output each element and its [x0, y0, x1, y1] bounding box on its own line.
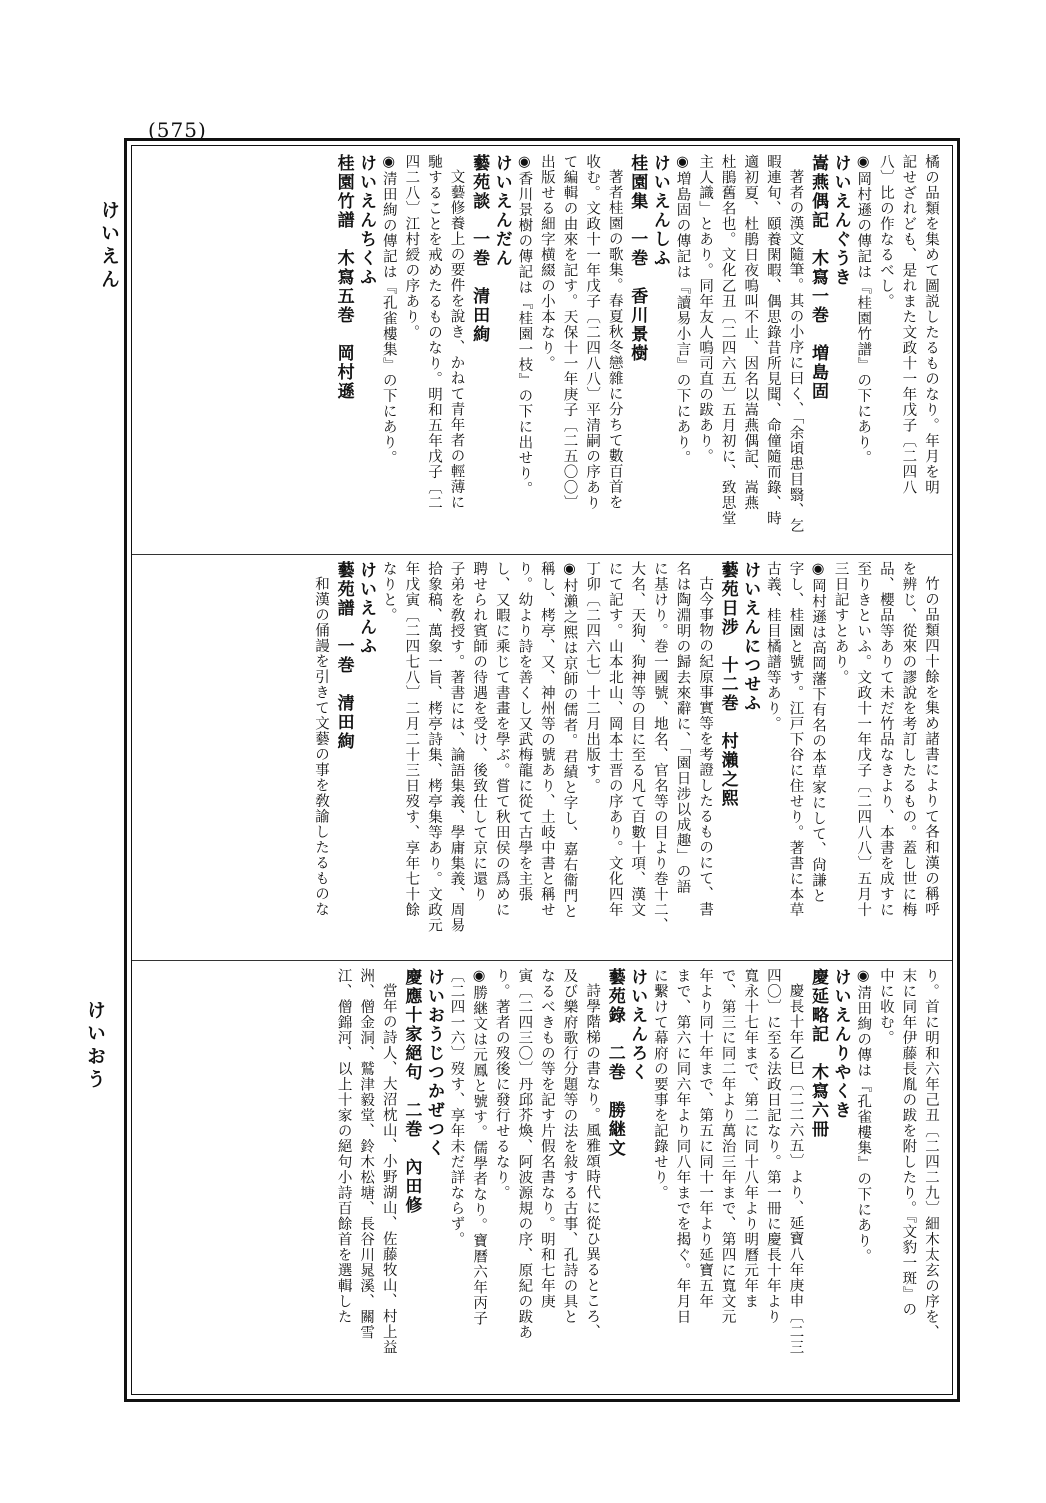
- text-line: 聘せられ賓師の待遇を受け、後致仕して京に還り: [471, 561, 488, 902]
- entry-title: 嵩燕偶記 木寫一巻 増島固: [808, 154, 829, 401]
- band-divider-1: [132, 554, 952, 555]
- text-line: ◉清田絢の傳記は『孔雀樓集』の下にあり。: [380, 154, 397, 466]
- text-line: なりと。: [380, 561, 397, 623]
- text-line: 四二八〕江村綬の序あり。: [403, 154, 420, 340]
- entry-title: 慶應十家絕句 二巻 內田修: [401, 968, 422, 1215]
- page-frame: [124, 138, 960, 1402]
- text-line: 當年の詩人、大沼枕山、小野湖山、佐藤牧山、村上益: [380, 982, 397, 1355]
- text-line: 〔二四一六〕歿す、享年未だ詳ならず。: [448, 968, 465, 1247]
- entry-heading: けいえんりやくき: [830, 968, 851, 1120]
- entry-heading: けいえんだん: [491, 154, 512, 268]
- inner-frame: [131, 145, 953, 1395]
- text-line: り。首に明和六年己丑〔二四二九〕細木太玄の序を、: [923, 968, 939, 1340]
- text-line: 四〇〕に至る法政日記なり。第一冊に慶長十年より: [764, 968, 781, 1325]
- entry-title: 藝苑譜 一巻 清田絢: [333, 561, 354, 751]
- text-line: なるべきもの等を記す片假名書なり。明和七年庚: [538, 968, 555, 1309]
- entry-heading: けいえんぐうき: [830, 154, 851, 287]
- text-line: 竹の品類四十餘を集め諸書によりて各和漢の稱呼: [923, 575, 939, 917]
- text-line: 至りきといふ。文政十一年戊子〔二四八八〕五月十: [855, 561, 872, 918]
- text-line: り。著者の歿後に發行せるなり。: [493, 968, 510, 1201]
- band-divider-2: [132, 960, 952, 961]
- text-line: ◉岡村遜は高岡藩下有名の本草家にして、尙謙と: [810, 561, 827, 904]
- text-line: り。幼より詩を善くし又武梅龍に從て古學を主張: [516, 561, 533, 902]
- side-label-keiou: けいおう: [84, 1000, 106, 1092]
- text-line: ◉増島固の傳記は『讀易小言』の下にあり。: [674, 154, 691, 466]
- text-line: 收む。文政十一年戊子〔二四八八〕平清嗣の序あり: [584, 154, 601, 511]
- text-line: まで、第六に同六年より同八年までを揭ぐ。年月日: [674, 968, 691, 1325]
- text-line: に繫けて幕府の要事を記錄せり。: [651, 968, 668, 1201]
- text-line: ◉勝継文は元鳳と號す。儒學者なり。寶曆六年丙子: [471, 968, 488, 1326]
- entry-title: 藝苑日涉 十二巻 村瀨之熙: [717, 561, 738, 808]
- text-line: 洲、僧金洞、鷲津毅堂、鈴木松塘、長谷川晁溪、關雪: [358, 968, 375, 1340]
- text-line: 橘の品類を集めて圖説したるものなり。年月を明: [923, 154, 939, 495]
- text-line: 八〕比の作なるべし。: [877, 154, 894, 309]
- text-line: 拾象稿、萬象一旨、栲亭詩集、栲亭集等あり。文政元: [425, 561, 442, 933]
- text-line: 子弟を敎授す。著書には、論語集義、學庸集義、周易: [448, 561, 465, 933]
- text-line: 慶長十年乙巳〔二二六五〕より、延寶八年庚申〔二三: [787, 982, 804, 1355]
- text-line: ◉岡村遜の傳記は『桂園竹譜』の下にあり。: [855, 154, 872, 466]
- text-line: にて記す。山本北山、岡本士晋の序あり。文化四年: [606, 561, 623, 918]
- text-line: 記せざれども、是れまた文政十一年戊子〔二四八: [900, 154, 917, 495]
- entry-heading: けいえんしふ: [649, 154, 670, 268]
- entry-title: 慶延略記 木寫六冊: [808, 968, 829, 1139]
- text-line: 字し、桂園と號す。江戸下谷に住せり。著書に本草: [787, 561, 804, 918]
- entry-title: 藝苑錄 二巻 勝継文: [604, 968, 625, 1158]
- text-line: 著者の漢文隨筆。其の小序に曰く、「余頃患目翳、乞: [787, 168, 804, 534]
- text-line: 寅〔二四三〇〕丹邱芥煥、阿波源規の序、原紀の跋あ: [516, 968, 533, 1340]
- text-line: 中に收む。: [877, 968, 894, 1046]
- text-line: 年戊寅〔二四七八〕二月二十三日歿す、享年七十餘: [403, 561, 420, 918]
- text-line: し、又暇に乘じて書畫を學ぶ。嘗て秋田侯の爲めに: [493, 561, 510, 918]
- text-line: 江、僧錦河、以上十家の絕句小詩百餘首を選輯した: [335, 968, 352, 1325]
- text-line: 三日記すとあり。: [832, 561, 849, 685]
- text-line: を辨じ、從來の謬說を考訂したるもの。蓋し世に梅: [900, 561, 917, 918]
- text-line: 丁卯〔二四六七〕十二月出版す。: [584, 561, 601, 794]
- text-band-bottom: [142, 968, 942, 1396]
- text-line: で、第三に同二年より萬治三年まで、第四に寬文元: [719, 968, 736, 1325]
- text-line: 古義、桂目橘譜等あり。: [764, 561, 781, 732]
- text-line: 名は陶淵明の歸去來辭に、「園日涉以成趣」の語: [674, 561, 691, 895]
- text-line: 和漢の俑謾を引きて文藝の事を敎諭したるものな: [312, 575, 329, 917]
- text-line: 品、櫻品等ありて未だ竹品なきより、本書を成すに: [877, 561, 894, 918]
- entry-title: 桂園竹譜 木寫五巻 岡村遜: [333, 154, 354, 401]
- text-band-top: [142, 154, 942, 546]
- text-line: 暇連旬、頤養閑暇、偶思錄昔所見聞、命僮隨而錄、時: [764, 154, 781, 526]
- text-line: 出版せる細字横綴の小本なり。: [538, 154, 555, 371]
- entry-title: 藝苑談 一巻 清田絢: [469, 154, 490, 344]
- entry-heading: けいえんにつせふ: [740, 561, 761, 713]
- text-line: 古今事物の紀原事實等を考證したるものにて、書: [697, 575, 714, 917]
- text-line: 及び樂府歌行分題等の法を敍する古事、孔詩の具と: [561, 968, 578, 1325]
- page-number: (575): [148, 118, 207, 142]
- text-line: 杜鵑舊名也。文化乙丑〔二四六五〕五月初に、致思堂: [719, 154, 736, 526]
- text-line: 稱し、栲亭、又、神州等の號あり、土岐中書と稱せ: [538, 561, 555, 918]
- text-line: 年より同十年まで、第五に同十一年より延寶五年: [697, 968, 714, 1309]
- text-line: 文藝修養上の要件を說き、かねて青年者の輕薄に: [448, 168, 465, 510]
- text-line: 寬永十七年まで、第二に同十八年より明曆元年ま: [742, 968, 759, 1309]
- entry-heading: けいおうじつかぜつく: [423, 968, 444, 1158]
- entry-heading: けいえんふ: [356, 561, 377, 656]
- text-line: 末に同年伊藤長胤の跋を附したり。『文豹一斑』の: [900, 968, 917, 1318]
- text-line: ◉香川景樹の傳記は『桂園一枝』の下に出せり。: [516, 154, 533, 497]
- text-line: て編輯の由來を記す。天保十一年庚子〔二五〇〇〕: [561, 154, 578, 511]
- text-line: 詩學階梯の書なり。風雅頌時代に從ひ異るところ、: [584, 982, 601, 1339]
- text-line: ◉清田絢の傳は『孔雀樓集』の下にあり。: [855, 968, 872, 1264]
- text-line: 主人識」とあり。同年友人鳴司直の跋あり。: [697, 154, 714, 464]
- entry-heading: けいえんろく: [627, 968, 648, 1082]
- side-label-keien: けいえん: [98, 200, 120, 292]
- entry-title: 桂園集 一巻 香川景樹: [627, 154, 648, 363]
- text-line: 著者桂園の歌集。春夏秋冬戀雜に分ちて數百首を: [606, 168, 623, 510]
- text-line: ◉村瀨之熙は京師の儒者。君績と字し、嘉右衞門と: [561, 561, 578, 919]
- text-line: 馳することを戒めたるものなり。明和五年戊子〔二: [425, 154, 442, 511]
- text-line: 適初夏、杜鵑日夜鳴叫不止、因名以嵩燕偶記、嵩燕: [742, 154, 759, 511]
- text-line: 大名、天狗、狗神等の目に至る凡て百數十項、漢文: [629, 561, 646, 918]
- entry-heading: けいえんちくふ: [356, 154, 377, 287]
- text-line: に基けり。巻一國號、地名、官名等の目より巻十二、: [651, 561, 668, 933]
- text-band-middle: [142, 561, 942, 953]
